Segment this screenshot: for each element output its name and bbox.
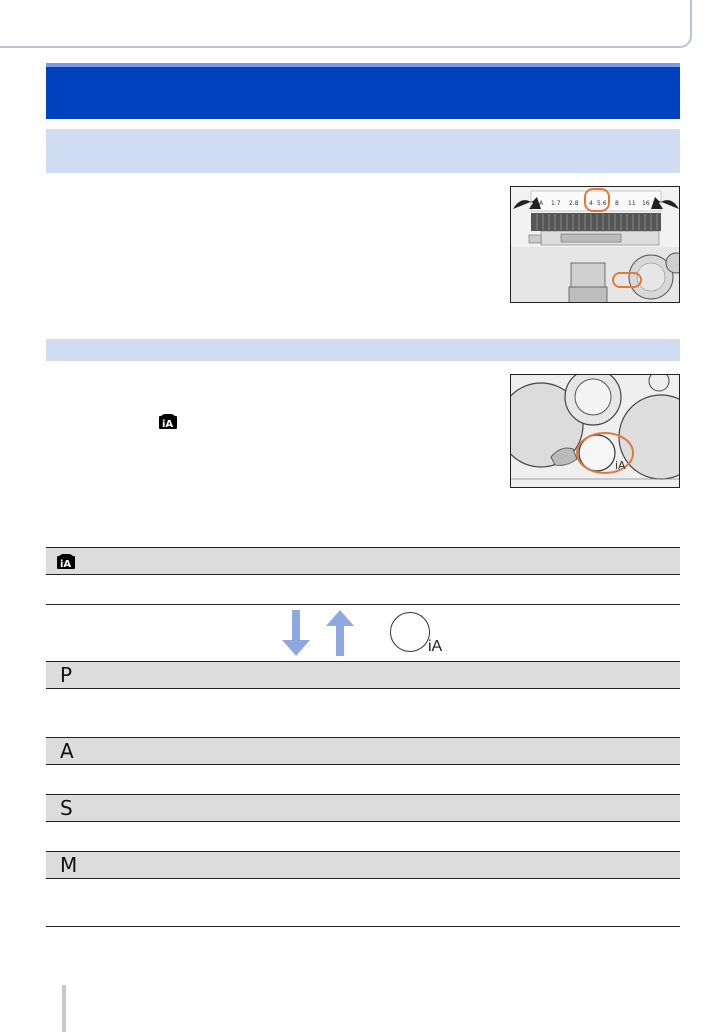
ia-button-icon (390, 612, 430, 652)
table-row-ia-header (46, 547, 680, 575)
table-bottom-border (46, 926, 680, 927)
mode-s-label: S (60, 796, 73, 820)
section-title-bar (46, 129, 680, 173)
svg-text:iA: iA (162, 419, 174, 430)
mode-a-label: A (60, 739, 74, 763)
chapter-title-bar (46, 63, 680, 119)
ia-button-label: iA (428, 638, 443, 655)
mode-m-label: M (60, 853, 78, 877)
table-row-m-header (46, 851, 680, 879)
table-row-s-header (46, 794, 680, 822)
up-down-arrows-icon (278, 610, 358, 663)
aperture-8: 8 (615, 200, 619, 207)
aperture-2-8: 2.8 (569, 200, 579, 207)
svg-text:A: A (539, 200, 544, 207)
camera-top-photo (510, 186, 680, 303)
aperture-4: 4 (589, 200, 593, 207)
aperture-11: 11 (628, 200, 636, 207)
table-row-a-header (46, 737, 680, 765)
ia-button-photo (510, 374, 680, 488)
aperture-5-6: 5.6 (597, 200, 607, 207)
svg-text:iA: iA (60, 559, 72, 570)
intelligent-auto-icon (56, 553, 76, 575)
footer-margin-rule (62, 985, 66, 1032)
aperture-16: 16 (642, 200, 650, 207)
aperture-1-7: 1.7 (551, 200, 561, 207)
intelligent-auto-icon (158, 413, 178, 435)
svg-text:iA: iA (615, 459, 626, 472)
page-top-frame (0, 0, 692, 48)
table-divider (46, 604, 680, 605)
subsection-bar (46, 339, 680, 361)
mode-p-label: P (60, 663, 73, 687)
table-row-p-header (46, 661, 680, 689)
